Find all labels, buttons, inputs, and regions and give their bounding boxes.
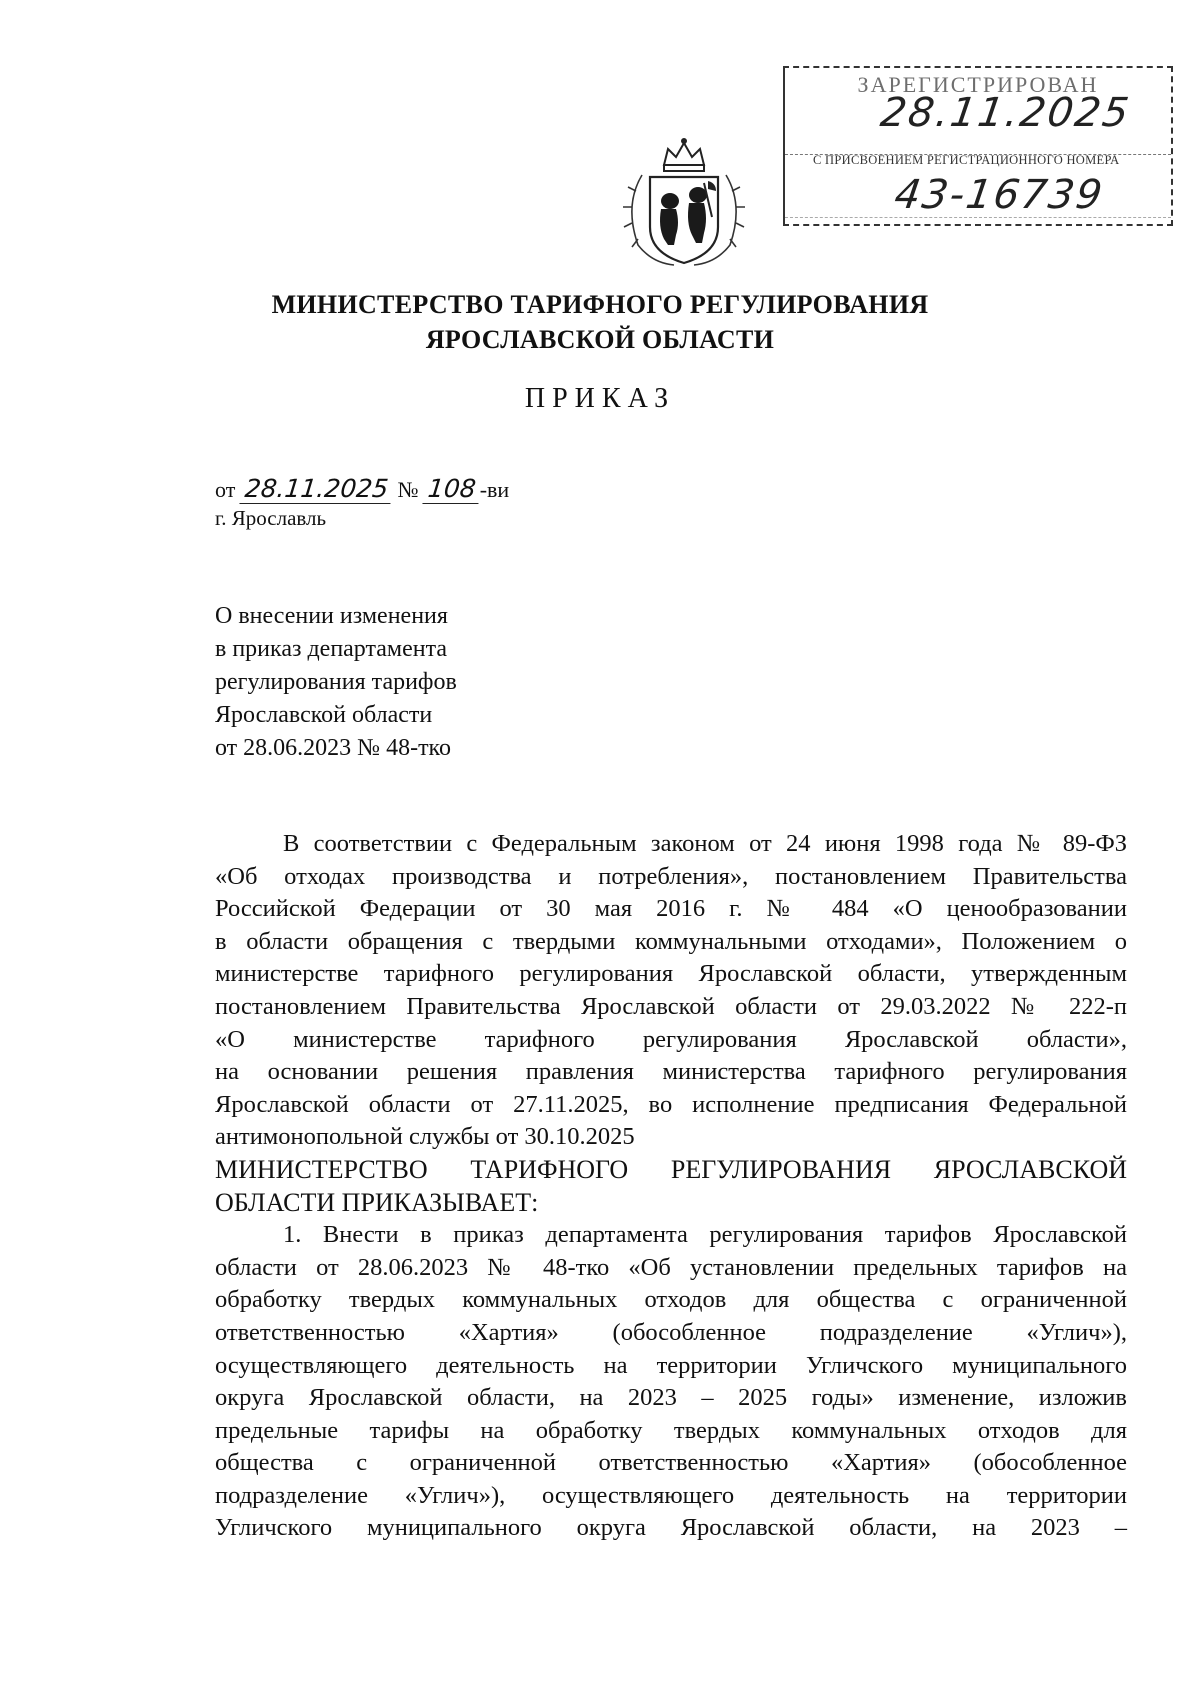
stamp-number: 43-16739 — [891, 172, 1107, 218]
registration-stamp — [783, 66, 1173, 226]
item-line: ответственностью «Хартия» (обособленное подразделение «Углич»), — [215, 1318, 1127, 1346]
item-line: осуществляющего деятельность на территории Угличского муниципального — [215, 1351, 1127, 1379]
decree-line: МИНИСТЕРСТВО ТАРИФНОГО РЕГУЛИРОВАНИЯ ЯРОСЛАВСКОЙ — [215, 1154, 1127, 1184]
item-line: обработку твердых коммунальных отходов для общества с ограниченной — [215, 1286, 1127, 1314]
stamp-header: ЗАРЕГИСТРИРОВАН — [857, 72, 1099, 97]
body-line: В соответствии с Федеральным законом от 24 июня 1998 года № 89-ФЗ — [283, 830, 1127, 857]
item-line: округа Ярославской области, на 2023 – 2025 годы» изменение, изложив — [215, 1384, 1127, 1412]
body-line: в области обращения с твердыми коммунальными отходами», Положением о — [215, 927, 1127, 955]
coat-of-arms-icon — [612, 135, 757, 270]
body-line: Ярославской области от 27.11.2025, во исполнение предписания Федеральной — [215, 1090, 1127, 1118]
order-date: 28.11.2025 — [239, 474, 393, 504]
order-number-suffix: -ви — [479, 477, 510, 502]
decree-line: ОБЛАСТИ ПРИКАЗЫВАЕТ: — [215, 1187, 539, 1217]
body-line: Российской Федерации от 30 мая 2016 г. № 484 «О ценообразовании — [215, 895, 1127, 923]
stamp-date: 28.11.2025 — [877, 90, 1134, 136]
subject-line: регулирования тарифов — [215, 669, 457, 695]
subject-line: О внесении изменения — [215, 603, 448, 629]
subject-line: Ярославской области — [215, 702, 433, 728]
item-line: общества с ограниченной ответственностью «Хартия» (обособленное — [215, 1449, 1127, 1477]
order-date-line — [215, 474, 509, 504]
order-number: 108 — [422, 474, 481, 504]
item-line: области от 28.06.2023 № 48-тко «Об установлении предельных тарифов на — [215, 1253, 1127, 1281]
body-line: «О министерстве тарифного регулирования Ярославской области», — [215, 1025, 1127, 1053]
stamp-subtitle: С ПРИСВОЕНИЕМ РЕГИСТРАЦИОННОГО НОМЕРА — [813, 153, 1120, 167]
order-body — [215, 828, 1127, 1545]
item-line: предельные тарифы на обработку твердых коммунальных отходов для — [215, 1416, 1127, 1444]
ministry-title-line2: ЯРОСЛАВСКОЙ ОБЛАСТИ — [425, 325, 775, 354]
ministry-title-line1: МИНИСТЕРСТВО ТАРИФНОГО РЕГУЛИРОВАНИЯ — [271, 290, 929, 319]
order-date-prefix: от — [215, 477, 236, 502]
body-line: «Об отходах производства и потребления», постановлением Правительства — [215, 862, 1127, 890]
document-type: ПРИКАЗ — [524, 383, 676, 414]
subject-line: от 28.06.2023 № 48-тко — [215, 735, 451, 761]
body-line: на основании решения правления министерства тарифного регулирования — [215, 1058, 1127, 1086]
item-line: Угличского муниципального округа Ярославской области, на 2023 – — [215, 1514, 1127, 1542]
body-line: антимонопольной службы от 30.10.2025 — [215, 1123, 635, 1151]
item-line: 1. Внести в приказ департамента регулирования тарифов Ярославской — [283, 1221, 1127, 1249]
order-number-sign: № — [397, 477, 419, 502]
body-line: министерстве тарифного регулирования Ярославской области, утвержденным — [215, 960, 1127, 988]
order-subject — [215, 600, 457, 765]
subject-line: в приказ департамента — [215, 636, 448, 662]
order-city: г. Ярославль — [215, 506, 327, 530]
item-line: подразделение «Углич»), осуществляющего деятельность на территории — [215, 1481, 1127, 1509]
body-line: постановлением Правительства Ярославской области от 29.03.2022 № 222-п — [215, 992, 1127, 1020]
stamp-divider-bottom — [785, 217, 1171, 218]
